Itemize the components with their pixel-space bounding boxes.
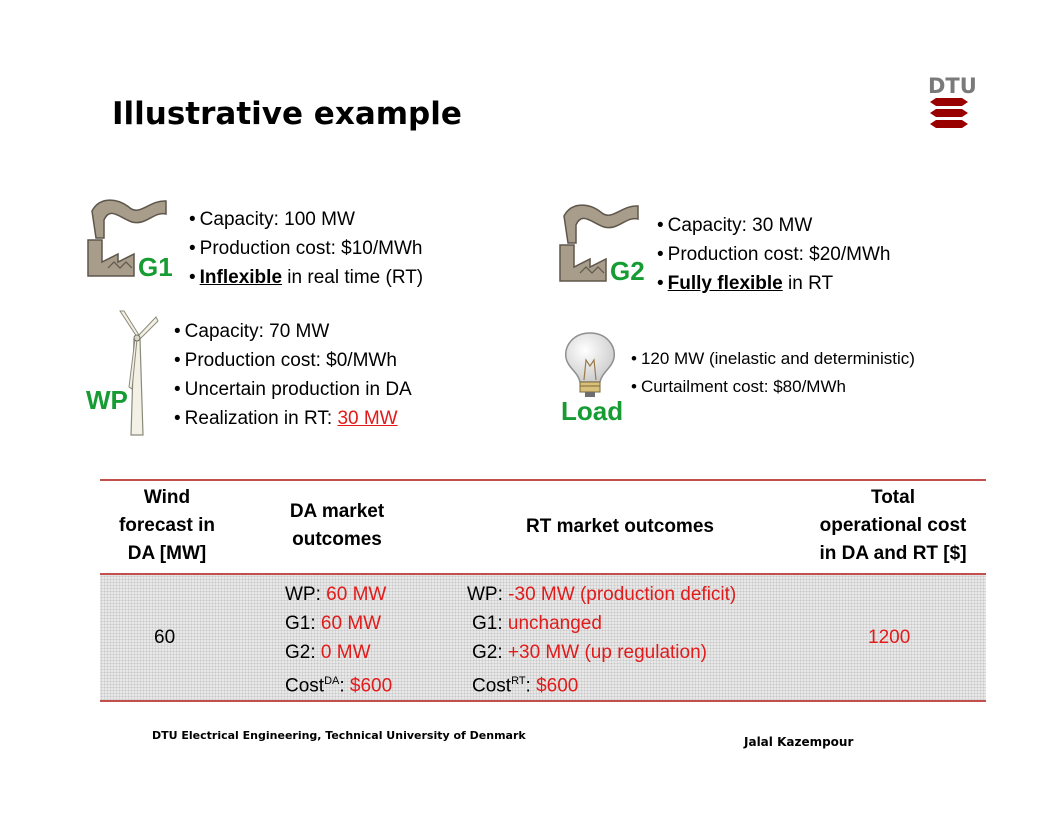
g1-capacity: • Capacity: 100 MW bbox=[189, 205, 423, 234]
g2-flexibility bbox=[657, 269, 890, 298]
da-g1-value: 60 MW bbox=[320, 613, 382, 634]
load-bullets bbox=[631, 345, 915, 401]
dtu-logo-text: DTU bbox=[928, 74, 977, 98]
rt-cost-sup: RT bbox=[511, 675, 526, 687]
wp-realization-label: Realization in RT: bbox=[184, 408, 338, 429]
table-header-border bbox=[100, 573, 986, 575]
light-bulb-icon bbox=[560, 330, 620, 405]
header-da-outcomes bbox=[262, 498, 412, 554]
da-line-wp bbox=[285, 580, 392, 609]
g2-capacity: • Capacity: 30 MW bbox=[657, 211, 890, 240]
header-total-line1: Total bbox=[871, 487, 915, 508]
header-wind-line1: Wind bbox=[143, 487, 191, 508]
wp-realization-value: 30 MW bbox=[337, 408, 398, 429]
load-curtailment: • Curtailment cost: $80/MWh bbox=[631, 373, 915, 401]
slide-title: Illustrative example bbox=[112, 96, 462, 132]
header-total-cost bbox=[796, 484, 990, 568]
g1-cost: • Production cost: $10/MWh bbox=[189, 234, 423, 263]
rt-g2-value: +30 MW (up regulation) bbox=[507, 642, 707, 663]
da-cost-sup: DA bbox=[324, 675, 340, 687]
da-g2-value: 0 MW bbox=[320, 642, 371, 663]
da-line-cost bbox=[285, 667, 392, 700]
dtu-logo-icon bbox=[928, 96, 970, 132]
da-wp-label: WP: bbox=[285, 584, 327, 605]
header-wind-forecast bbox=[100, 484, 234, 568]
rt-cost-value: $600 bbox=[536, 675, 579, 697]
g1-flex-rest: in real time (RT) bbox=[282, 267, 424, 288]
wp-label: WP bbox=[86, 385, 128, 415]
g2-cost: • Production cost: $20/MWh bbox=[657, 240, 890, 269]
header-da-line2: outcomes bbox=[292, 529, 382, 550]
cell-rt-outcomes bbox=[467, 580, 736, 700]
g1-label: G1 bbox=[138, 252, 173, 282]
cell-wind-forecast: 60 bbox=[154, 627, 176, 648]
wp-capacity: • Capacity: 70 MW bbox=[174, 317, 412, 346]
rt-wp-label: WP: bbox=[467, 584, 509, 605]
rt-line-wp bbox=[467, 580, 736, 609]
footer-institution: DTU Electrical Engineering, Technical University of Denmark bbox=[152, 729, 526, 742]
da-wp-value: 60 MW bbox=[326, 584, 387, 605]
da-cost-colon: : bbox=[339, 675, 350, 697]
header-total-line2: operational cost bbox=[819, 515, 967, 536]
table-top-border bbox=[100, 479, 986, 481]
header-total-line3: in DA and RT [$] bbox=[819, 543, 967, 564]
cell-da-outcomes bbox=[285, 580, 392, 700]
footer-author: Jalal Kazempour bbox=[744, 735, 854, 749]
rt-cost-colon: : bbox=[525, 675, 537, 697]
header-da-line1: DA market bbox=[289, 501, 385, 522]
rt-wp-value: -30 MW (production deficit) bbox=[508, 584, 737, 605]
g2-label: G2 bbox=[610, 256, 645, 286]
wp-bullets bbox=[174, 317, 412, 433]
da-cost-label: Cost bbox=[285, 675, 325, 697]
wp-realization bbox=[174, 404, 412, 433]
rt-line-g2 bbox=[467, 638, 736, 667]
da-g2-label: G2: bbox=[285, 642, 321, 663]
cell-total-cost: 1200 bbox=[868, 627, 911, 648]
load-label: Load bbox=[561, 396, 624, 426]
rt-g1-label: G1: bbox=[472, 613, 508, 634]
da-line-g1 bbox=[285, 609, 392, 638]
rt-line-g1 bbox=[467, 609, 736, 638]
header-rt-outcomes: RT market outcomes bbox=[526, 516, 714, 537]
rt-g2-label: G2: bbox=[472, 642, 508, 663]
g1-flex-word: Inflexible bbox=[199, 267, 283, 288]
rt-cost-label: Cost bbox=[472, 675, 512, 697]
da-g1-label: G1: bbox=[285, 613, 321, 634]
rt-g1-value: unchanged bbox=[507, 613, 602, 634]
g2-flex-rest: in RT bbox=[782, 273, 834, 294]
da-line-g2 bbox=[285, 638, 392, 667]
g2-bullets bbox=[657, 211, 890, 298]
wp-cost: • Production cost: $0/MWh bbox=[174, 346, 412, 375]
wp-uncertain: • Uncertain production in DA bbox=[174, 375, 412, 404]
wind-turbine-icon bbox=[112, 309, 162, 442]
load-demand: • 120 MW (inelastic and deterministic) bbox=[631, 345, 915, 373]
dtu-logo bbox=[928, 74, 977, 136]
rt-line-cost bbox=[467, 667, 736, 700]
da-cost-value: $600 bbox=[349, 675, 393, 697]
g1-bullets bbox=[189, 205, 423, 292]
g2-flex-word: Fully flexible bbox=[667, 273, 783, 294]
header-wind-line2: forecast in bbox=[118, 515, 216, 536]
header-wind-line3: DA [MW] bbox=[127, 543, 207, 564]
g1-flexibility bbox=[189, 263, 423, 292]
